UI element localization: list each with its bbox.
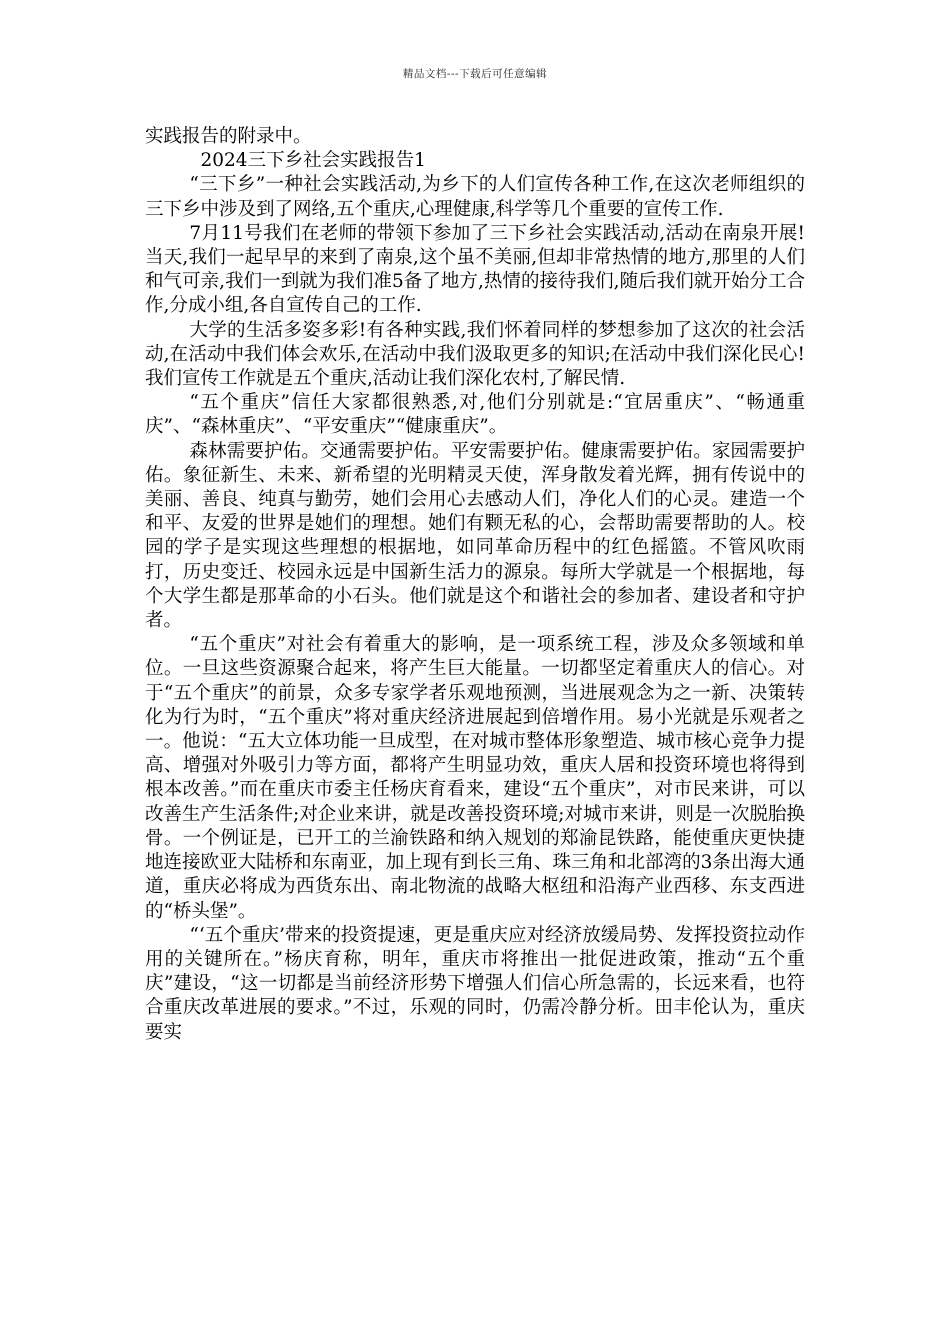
paragraph-intro: “三下乡”一种社会实践活动,为乡下的人们宣传各种工作,在这次老师组织的三下乡中涉及到了网络,五个重庆,心理健康,科学等几个重要的宣传工作. [145, 174, 805, 220]
document-body [145, 125, 805, 1045]
paragraph-five-chongqing-list: “五个重庆”信任大家都很熟悉,对,他们分别就是:“宜居重庆”、“畅通重庆”、“森林重庆”、“平安重庆”“健康重庆”。 [145, 392, 805, 438]
paragraph-college-life: 大学的生活多姿多彩!有各种实践,我们怀着同样的梦想参加了这次的社会活动,在活动中我们体会欢乐,在活动中我们汲取更多的知识;在活动中我们深化民心!我们宣传工作就是五个重庆,活动让我们深化农村,了解民情. [145, 319, 805, 390]
paragraph-protection: 森林需要护佑。交通需要护佑。平安需要护佑。健康需要护佑。家园需要护佑。象征新生、未来、新希望的光明精灵天使，浑身散发着光辉，拥有传说中的美丽、善良、纯真与勤劳，她们会用心去感动人们，净化人们的心灵。建造一个和平、友爱的世界是她们的理想。她们有颗无私的心，会帮助需要帮助的人。校园的学子是实现这些理想的根据地，如同革命历程中的红色摇篮。不管风吹雨打，历史变迁、校园永远是中国新生活力的源泉。每所大学就是一个根据地，每个大学生都是那革命的小石头。他们就是这个和谐社会的参加者、建设者和守护者。 [145, 440, 805, 632]
report-title: 2024三下乡社会实践报告1 [200, 150, 426, 172]
page-header: 精品文档---下载后可任意编辑 [402, 68, 548, 80]
paragraph-activity: 7月11号我们在老师的带领下参加了三下乡社会实践活动,活动在南泉开展!当天,我们一起早早的来到了南泉,这个虽不美丽,但却非常热情的地方,那里的人们和气可亲,我们一到就为我们准5备了地方,热情的接待我们,随后我们就开始分工合作,分成小组,各自宣传自己的工作. [145, 222, 805, 317]
paragraph-investment: “‘五个重庆’带来的投资提速，更是重庆应对经济放缓局势、发挥投资拉动作用的关键所在。”杨庆育称，明年，重庆市将推出一批促进政策，推动“五个重庆”建设，“这一切都是当前经济形势下增强人们信心所急需的，长远来看，也符合重庆改革进展的要求。”不过，乐观的同时，仍需冷静分析。田丰伦认为，重庆要实 [145, 924, 805, 1043]
paragraph-impact: “五个重庆”对社会有着重大的影响，是一项系统工程，涉及众多领域和单位。一旦这些资源聚合起来，将产生巨大能量。一切都坚定着重庆人的信心。对于“五个重庆”的前景，众多专家学者乐观地预测，当进展观念为之一新、决策转化为行为时，“五个重庆”将对重庆经济进展起到倍增作用。易小光就是乐观者之一。他说：“五大立体功能一旦成型，在对城市整体形象塑造、城市核心竞争力提高、增强对外吸引力等方面，都将产生明显功效，重庆人居和投资环境也将得到根本改善。”而在重庆市委主任杨庆育看来，建设“五个重庆”，对市民来讲，可以改善生产生活条件;对企业来讲，就是改善投资环境;对城市来讲，则是一次脱胎换骨。一个例证是，已开工的兰渝铁路和纳入规划的郑渝昆铁路，能使重庆更快捷地连接欧亚大陆桥和东南亚，加上现有到长三角、珠三角和北部湾的3条出海大通道，重庆必将成为西货东出、南北物流的战略大枢纽和沿海产业西移、东支西进的“桥头堡”。 [145, 634, 805, 922]
paragraph-appendix-note: 实践报告的附录中。 [145, 126, 312, 147]
